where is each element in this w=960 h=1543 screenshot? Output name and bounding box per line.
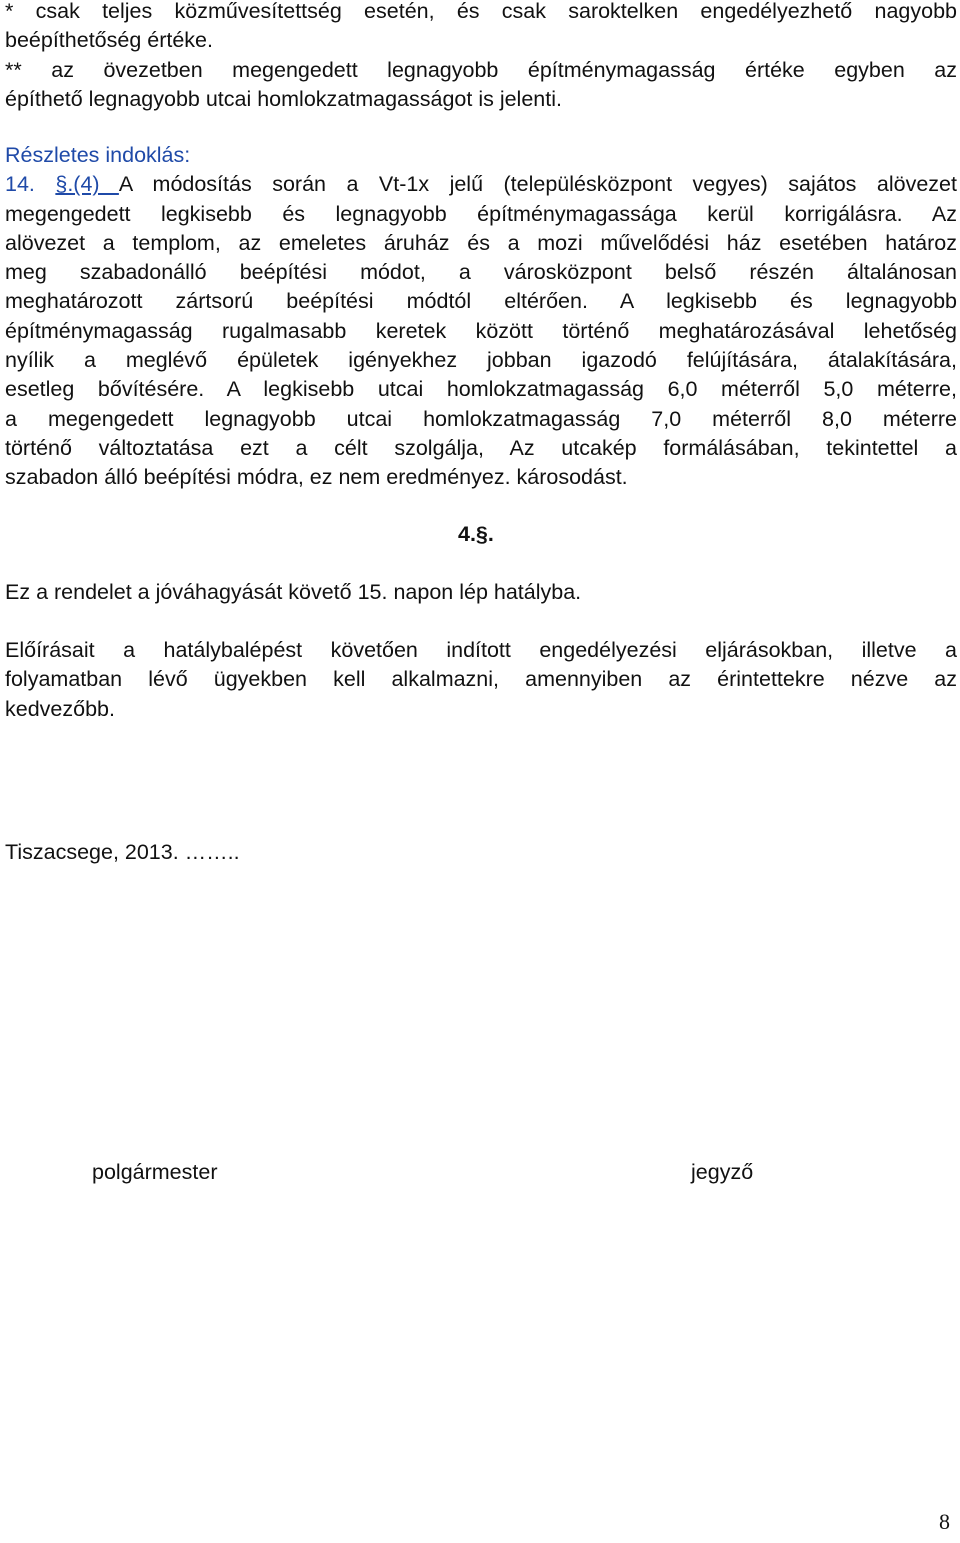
effect-paragraph [5, 578, 957, 607]
footnote-line: ** az övezetben megengedett legnagyobb építménymagasság értéke egyben az [5, 57, 957, 82]
section-ref-underlined: §.(4) [55, 172, 119, 197]
application-paragraph [5, 636, 957, 724]
justification-line [5, 170, 957, 199]
effect-text: Ez a rendelet a jóváhagyását követő 15. napon lép hatályba. [5, 580, 582, 604]
footnote-line: beépíthetőség értéke. [5, 28, 213, 53]
place-date: Tiszacsege, 2013. …….. [5, 840, 240, 864]
justification-line: építménymagasság rugalmasabb keretek között történő meghatározásával lehetőség [5, 318, 957, 343]
application-line: Előírásait a hatálybalépést követően indított engedélyezési eljárásokban, illetve a [5, 638, 957, 662]
justification-line: a megengedett legnagyobb utcai homlokzatmagasság 7,0 méterről 8,0 méterre [5, 406, 957, 431]
justification-heading: Részletes indoklás: [5, 143, 191, 167]
section-ref-prefix: 14. [5, 172, 56, 197]
application-line: kedvezőbb. [5, 696, 115, 721]
justification-line-text: A módosítás során a Vt-1x jelű (településközpont vegyes) sajátos alövezet [118, 172, 957, 197]
justification-line: alövezet a templom, az emeletes áruház és a mozi művelődési ház esetében határoz [5, 230, 957, 255]
footnote-line: * csak teljes közművesítettség esetén, és csak saroktelken engedélyezhető nagyobb [5, 0, 957, 23]
footnotes [5, 0, 957, 114]
justification-line: megengedett legkisebb és legnagyobb építménymagassága kerül korrigálásra. Az [5, 201, 957, 226]
justification-line: nyílik a meglévő épületek igényekhez jobban igazodó felújítására, átalakítására, [5, 348, 957, 373]
justification-line: szabadon álló beépítési módra, ez nem eredményez. károsodást. [5, 465, 628, 490]
justification-line: esetleg bővítésére. A legkisebb utcai homlokzatmagasság 6,0 méterről 5,0 méterre, [5, 377, 957, 402]
page-number: 8 [939, 1509, 950, 1534]
footnote-line: építhető legnagyobb utcai homlokzatmagasságot is jelenti. [5, 86, 562, 111]
section-reference [5, 172, 119, 196]
signature-mayor: polgármester [92, 1160, 218, 1184]
justification-line: meghatározott zártsorú beépítési módtól eltérően. A legkisebb és legnagyobb [5, 289, 957, 314]
justification-line: meg szabadonálló beépítési módot, a városközpont belső részén általánosan [5, 260, 957, 285]
application-line: folyamatban lévő ügyekben kell alkalmazni, amennyiben az érintettekre nézve az [5, 667, 957, 692]
justification-line: történő változtatása ezt a célt szolgálja, Az utcakép formálásában, tekintettel a [5, 435, 957, 460]
signature-notary: jegyző [691, 1160, 754, 1184]
section-number: 4.§. [458, 522, 494, 546]
justification-section [5, 141, 957, 493]
